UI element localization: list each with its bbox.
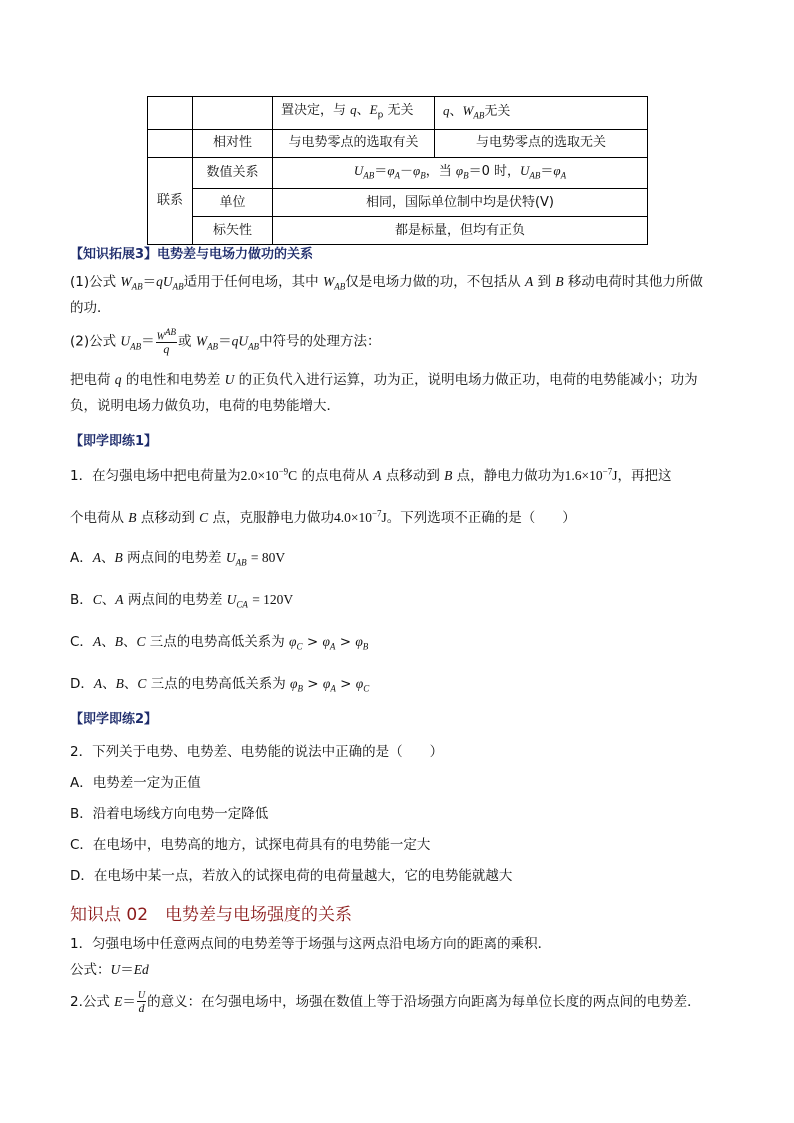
question-2-option-d: D．在电场中某一点，若放入的试探电荷的电荷量越大，它的电势能就越大 (70, 868, 513, 884)
table-row (148, 217, 648, 245)
question-1-line-b: 个电荷从 B 点移动到 C 点，克服静电力做功$4.0\times 10^{-7}J$。下列选项不正确的是（ ） (70, 508, 576, 526)
table-cell-unit: 相同，国际单位制中均是伏特(V) (273, 189, 648, 217)
kp02-line-1: 1．匀强电场中任意两点间的电势差等于场强与这两点沿电场方向的距离的乘积． (70, 936, 552, 952)
paragraph-ext3-1a: (1)公式 $W_{AB}=qU_{AB}$适用于任何电场，其中 $W_{AB}$仅是电场力做的功，不包括从 A 到 B 移动电荷时其他力所做 (70, 274, 703, 292)
table-cell (148, 97, 193, 130)
question-2-stem: 2．下列关于电势、电势差、电势能的说法中正确的是（ ） (70, 744, 444, 760)
table-cell-vector: 都是标量，但均有正负 (273, 217, 648, 245)
table-row (148, 129, 648, 157)
table-cell-numeric: $U_{AB}=\varphi_A-\varphi_B$，当 $\varphi_B=0$ 时，$U_{AB}=\varphi_A$ (273, 157, 648, 189)
kp02-line-3: 2.公式 E＝ $\frac{U}{d}$ 的意义：在匀强电场中，场强在数值上等于沿场强方向距离为每单位长度的两点间的电势差． (70, 989, 701, 1015)
table-label-vector: 标矢性 (193, 217, 273, 245)
table-label-numeric: 数值关系 (193, 157, 273, 189)
question-2-option-b: B．沿着电场线方向电势一定降低 (70, 806, 269, 822)
paragraph-ext3-3b: 负，说明电场力做负功，电荷的电势能增大． (70, 398, 340, 414)
table-label-lianxi: 联系 (148, 157, 193, 245)
table-cell: q、$W_{AB}$无关 (435, 97, 648, 130)
table-row (148, 157, 648, 189)
question-2-option-c: C．在电场中，电势高的地方，试探电荷具有的电势能一定大 (70, 837, 431, 853)
paragraph-ext3-1b: 的功． (70, 300, 111, 316)
table-label-relativity: 相对性 (193, 129, 273, 157)
table-cell (148, 129, 193, 157)
table-label-unit: 单位 (193, 189, 273, 217)
section-heading-practice2: 【即学即练2】 (70, 712, 158, 727)
paragraph-ext3-3a: 把电荷 q 的电性和电势差 U 的正负代入进行运算，功为正，说明电场力做正功，电荷的电势能减小；功为 (70, 372, 698, 388)
table-row (148, 97, 648, 130)
question-2-option-a: A．电势差一定为正值 (70, 775, 201, 791)
table-row (148, 189, 648, 217)
section-heading-ext3: 【知识拓展3】电势差与电场力做功的关系 (70, 247, 314, 262)
table-cell: 与电势零点的选取无关 (435, 129, 648, 157)
table-cell: 置决定，与 q、$E_p$ 无关 (273, 97, 435, 130)
question-1-line-a: 1．在匀强电场中把电荷量为$2.0\times 10^{-9}C$ 的点电荷从 A 点移动到 B 点，静电力做功为$1.6\times 10^{-7}J$，再把这 (70, 466, 672, 484)
section-heading-practice1: 【即学即练1】 (70, 434, 158, 449)
comparison-table (147, 96, 648, 245)
question-1-option-c: C．A、B、C 三点的电势高低关系为 $\varphi_C > \varphi_A > \varphi_B$ (70, 634, 369, 652)
kp02-formula: 公式：U＝Ed (70, 962, 149, 978)
knowledge-point-title: 知识点 02 电势差与电场强度的关系 (70, 905, 353, 925)
question-1-option-d: D．A、B、C 三点的电势高低关系为 $\varphi_B > \varphi_A > \varphi_C$ (70, 676, 370, 694)
question-1-option-b: B．C、A 两点间的电势差 $U_{CA} = 120V$ (70, 592, 294, 610)
table-cell (193, 97, 273, 130)
question-1-option-a: A．A、B 两点间的电势差 $U_{AB} = 80V$ (70, 550, 286, 568)
table-cell: 与电势零点的选取有关 (273, 129, 435, 157)
paragraph-ext3-2: (2)公式 $U_{AB}=$ $\frac{W^{AB}}{q}$ 或 $W_{AB}=qU_{AB}$中符号的处理方法： (70, 327, 381, 357)
